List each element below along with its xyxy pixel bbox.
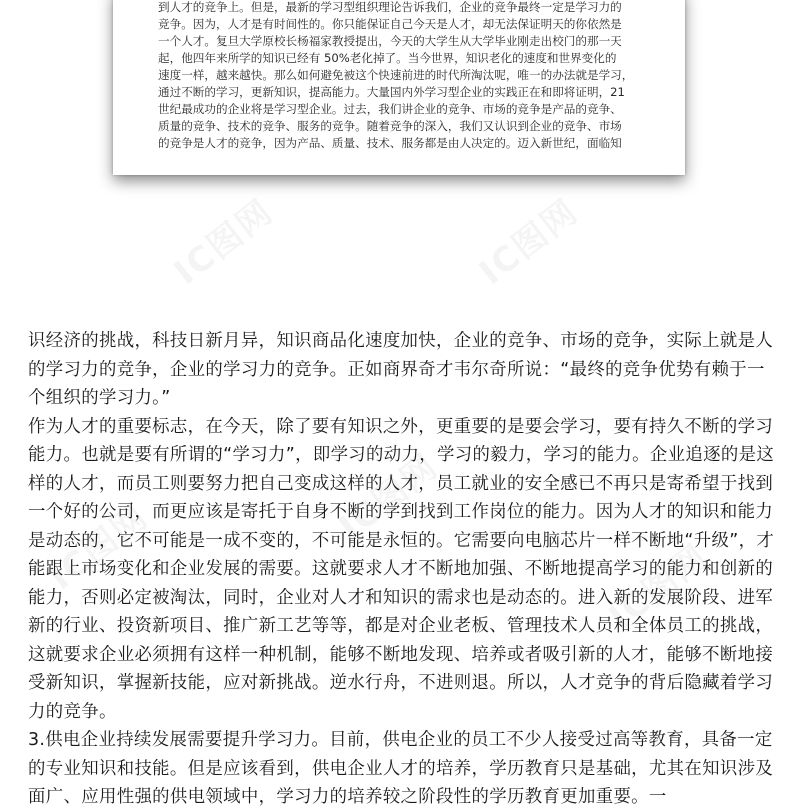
preview-line: 起，他四年来所学的知识已经有 50%老化掉了。当今世界，知识老化的速度和世界变化的 <box>158 51 617 65</box>
preview-area <box>0 0 800 300</box>
preview-line: 到人才的竞争上。但是，最新的学习型组织理论告诉我们，企业的竞争最终一定是学习力的 <box>158 0 622 14</box>
preview-line: 质量的竞争、技术的竞争、服务的竞争。随着竞争的深入，我们又认识到企业的竞争、市场 <box>158 119 622 133</box>
document-preview-card <box>113 0 685 175</box>
article-paragraph: 3.供电企业持续发展需要提升学习力。目前，供电企业的员工不少人接受过高等教育，具备一定的专业知识和技能。但是应该看到，供电企业人才的培养，学历教育只是基础，尤其在知识涉及面广、应用性强的供电领域中，学习力的培养较之阶段性的学历教育更加重要。一 <box>28 730 774 807</box>
article-paragraph: 识经济的挑战，科技日新月异，知识商品化速度加快，企业的竞争、市场的竞争，实际上就是人的学习力的竞争，企业的学习力的竞争。正如商界奇才韦尔奇所说：“最终的竞争优势有赖于一个组织的学习力。” <box>28 331 774 408</box>
preview-line: 世纪最成功的企业将是学习型企业。过去，我们讲企业的竞争、市场的竞争是产品的竞争、 <box>158 102 622 116</box>
preview-line: 的竞争是人才的竞争，因为产品、质量、技术、服务都是由人决定的。迈入新世纪，面临知 <box>158 136 622 150</box>
preview-text <box>158 0 638 152</box>
preview-line: 速度一样，越来越快。那么如何避免被这个快速前进的时代所淘汰呢，唯一的办法就是学习， <box>158 68 634 82</box>
preview-line: 竞争。因为，人才是有时间性的。你只能保证自己今天是人才，却无法保证明天的你依然是 <box>158 17 622 31</box>
preview-line: 通过不断的学习，更新知识，提高能力。大量国内外学习型企业的实践正在和即将证明，21 <box>158 85 625 99</box>
article-body <box>28 327 778 812</box>
preview-line: 一个人才。复旦大学原校长杨福家教授提出，今天的大学生从大学毕业刚走出校门的那一天 <box>158 34 622 48</box>
article-paragraph: 作为人才的重要标志，在今天，除了要有知识之外，更重要的是要会学习，要有持久不断的学习能力。也就是要有所谓的“学习力”，即学习的动力，学习的毅力，学习的能力。企业追逐的是这样的人才，而员工则要努力把自己变成这样的人才，员工就业的安全感已不再只是寄希望于找到一个好的公司，而更应该是寄托于自身不断的学到找到工作岗位的能力。因为人才的知识和能力是动态的，它不可能是一成不变的，不可能是永恒的。它需要向电脑芯片一样不断地“升级”，才能跟上市场变化和企业发展的需要。这就要求人才不断地加强、不断地提高学习的能力和创新的能力，否则必定被淘汰，同时，企业对人才和知识的需求也是动态的。进入新的发展阶段、进军新的行业、投资新项目、推广新工艺等等，都是对企业老板、管理技术人员和全体员工的挑战，这就要求企业必须拥有这样一种机制，能够不断地发现、培养或者吸引新的人才，能够不断地接受新知识，掌握新技能，应对新挑战。逆水行舟，不进则退。所以，人才竞争的背后隐藏着学习力的竞争。 <box>28 416 775 722</box>
